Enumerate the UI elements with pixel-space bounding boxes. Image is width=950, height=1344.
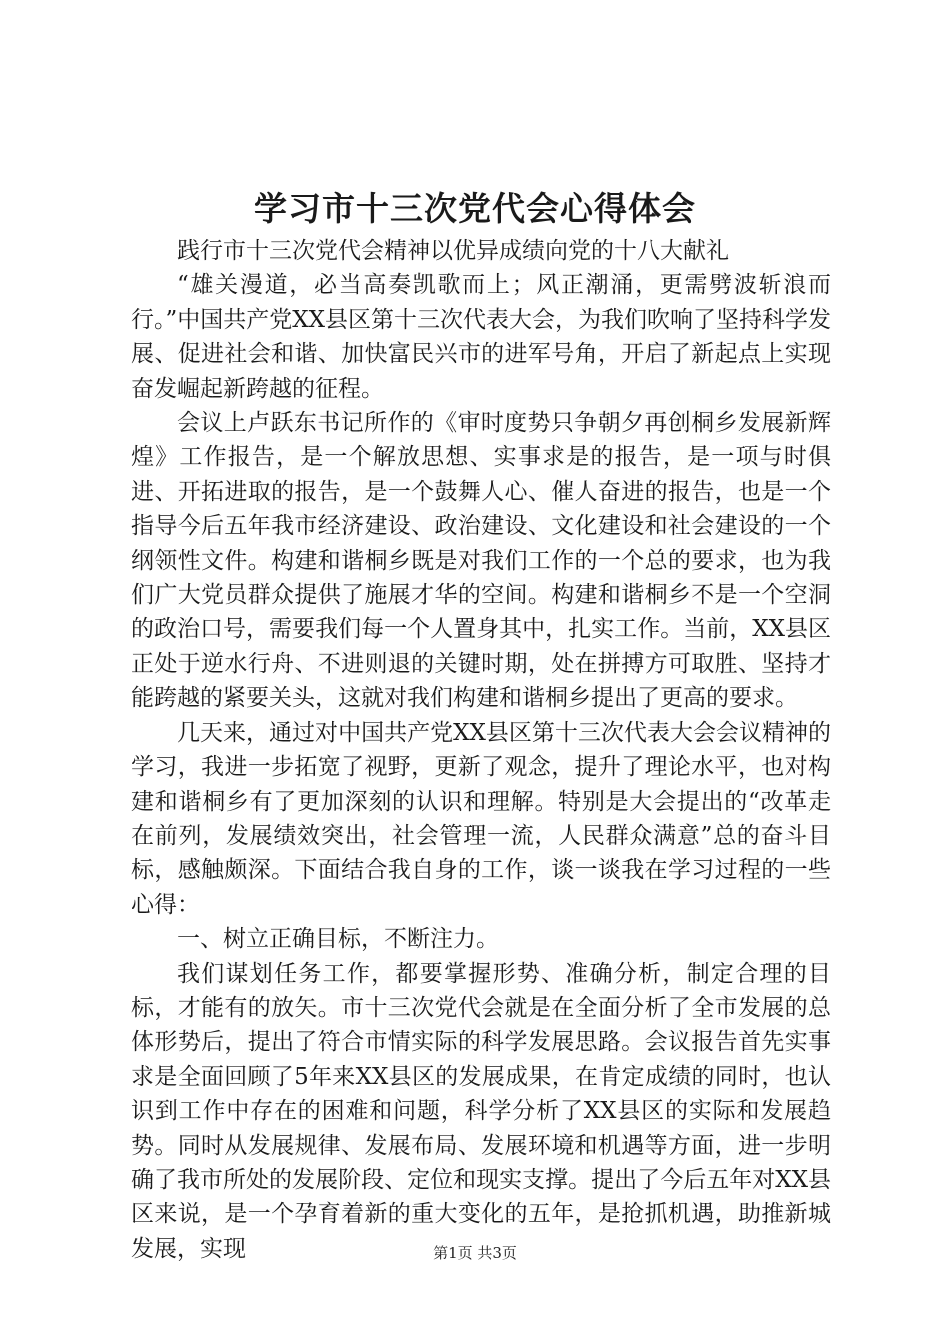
body-paragraph: 会议上卢跃东书记所作的《审时度势只争朝夕再创桐乡发展新辉煌》工作报告，是一个解放思想、实事求是的报告，是一项与时俱进、开拓进取的报告，是一个鼓舞人心、催人奋进的报告，也是一个指导今后五年我市经济建设、政治建设、文化建设和社会建设的一个纲领性文件。构建和谐桐乡既是对我们工作的一个总的要求，也为我们广大党员群众提供了施展才华的空间。构建和谐桐乡不是一个空洞的政治口号，需要我们每一个人置身其中，扎实工作。当前，XX县区正处于逆水行舟、不进则退的关键时期，处在拼搏方可取胜、坚持才能跨越的紧要关头，这就对我们构建和谐桐乡提出了更高的要求。 (131, 410, 831, 712)
body-paragraph: 我们谋划任务工作，都要掌握形势、准确分析，制定合理的目标，才能有的放矢。市十三次党代会就是在全面分析了全市发展的总体形势后，提出了符合市情实际的科学发展思路。会议报告首先实事求是全面回顾了5年来XX县区的发展成果，在肯定成绩的同时，也认识到工作中存在的困难和问题，科学分析了XX县区的实际和发展趋势。同时从发展规律、发展布局、发展环境和机遇等方面，进一步明确了我市所处的发展阶段、定位和现实支撑。提出了今后五年对XX县区来说，是一个孕育着新的重大变化的五年，是抢抓机遇，助推新城发展，实现 (131, 960, 831, 1262)
section-heading: 一、树立正确目标，不断注力。 (177, 926, 499, 953)
subtitle-paragraph: 践行市十三次党代会精神以优异成绩向党的十八大献礼 (177, 238, 729, 264)
body-paragraph: “雄关漫道，必当高奏凯歌而上；风正潮涌，更需劈波斩浪而行。”中国共产党XX县区第十三次代表大会，为我们吹响了坚持科学发展、促进社会和谐、加快富民兴市的进军号角，开启了新起点上实现奋发崛起新跨越的征程。 (131, 272, 832, 402)
document-body (131, 234, 831, 1266)
document-title: 学习市十三次党代会心得体会 (254, 189, 696, 228)
page-number-footer: 第1页 共3页 (433, 1244, 517, 1262)
body-paragraph: 几天来，通过对中国共产党XX县区第十三次代表大会会议精神的学习，我进一步拓宽了视野，更新了观念，提升了理论水平，也对构建和谐桐乡有了更加深刻的认识和理解。特别是大会提出的“改革走在前列，发展绩效突出，社会管理一流，人民群众满意”总的奋斗目标，感触颇深。下面结合我自身的工作，谈一谈我在学习过程的一些心得： (131, 719, 831, 918)
